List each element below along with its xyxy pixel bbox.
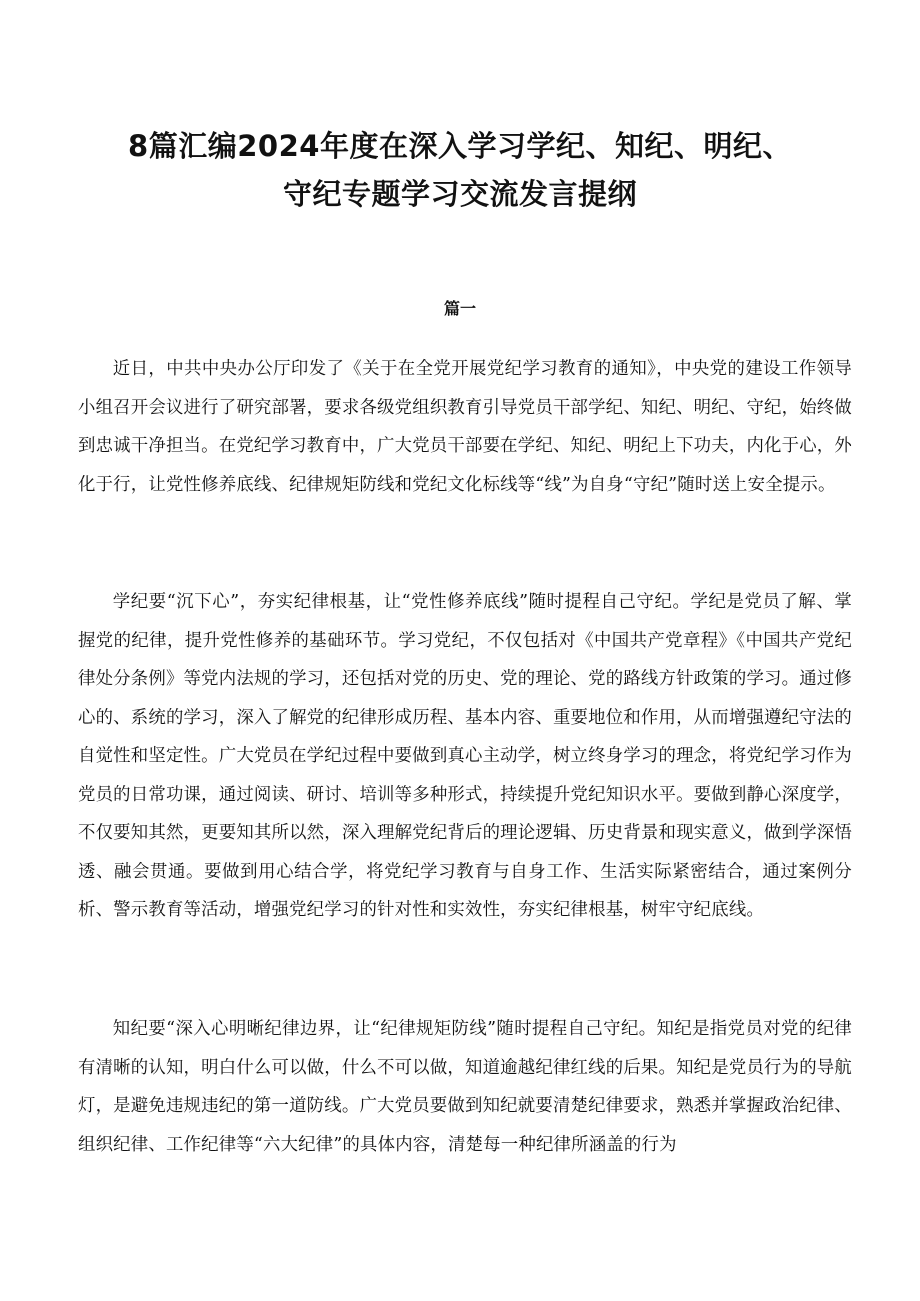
- document-title-line-2: 守纪专题学习交流发言提纲: [282, 177, 637, 211]
- paragraph-1: 近日，中共中央办公厅印发了《关于在全党开展党纪学习教育的通知》，中央党的建设工作领导小组召开会议进行了研究部署，要求各级党组织教育引导党员干部学纪、知纪、明纪、守纪，始终做到忠诚干净担当。在党纪学习教育中，广大党员干部要在学纪、知纪、明纪上下功夫，内化于心，外化于行，让党性修养底线、纪律规矩防线和党纪文化标线等“线”为自身“守纪”随时送上安全提示。: [78, 359, 852, 495]
- document-title-line-1: 8篇汇编2024年度在深入学习学纪、知纪、明纪、: [128, 129, 792, 163]
- paragraph-3: 知纪要“深入心明晰纪律边界，让“纪律规矩防线”随时提程自己守纪。知纪是指党员对党的纪律有清晰的认知，明白什么可以做，什么不可以做，知道逾越纪律红线的后果。知纪是党员行为的导航灯，是避免违规违纪的第一道防线。广大党员要做到知纪就要清楚纪律要求，熟悉并掌握政治纪律、组织纪律、工作纪律等“六大纪律”的具体内容，清楚每一种纪律所涵盖的行为: [78, 1019, 852, 1155]
- paragraph-2: 学纪要“沉下心”，夯实纪律根基，让“党性修养底线”随时提程自己守纪。学纪是党员了解、掌握党的纪律，提升党性修养的基础环节。学习党纪，不仅包括对《中国共产党章程》《中国共产党纪律处分条例》等党内法规的学习，还包括对党的历史、党的理论、党的路线方针政策的学习。通过修心的、系统的学习，深入了解党的纪律形成历程、基本内容、重要地位和作用，从而增强遵纪守法的自觉性和坚定性。广大党员在学纪过程中要做到真心主动学，树立终身学习的理念，将党纪学习作为党员的日常功课，通过阅读、研讨、培训等多种形式，持续提升党纪知识水平。要做到静心深度学，不仅要知其然，更要知其所以然，深入理解党纪背后的理论逻辑、历史背景和现实意义，做到学深悟透、融会贯通。要做到用心结合学，将党纪学习教育与自身工作、生活实际紧密结合，通过案例分析、警示教育等活动，增强党纪学习的针对性和实效性，夯实纪律根基，树牢守纪底线。: [78, 592, 852, 920]
- section-heading: 篇一: [443, 299, 476, 318]
